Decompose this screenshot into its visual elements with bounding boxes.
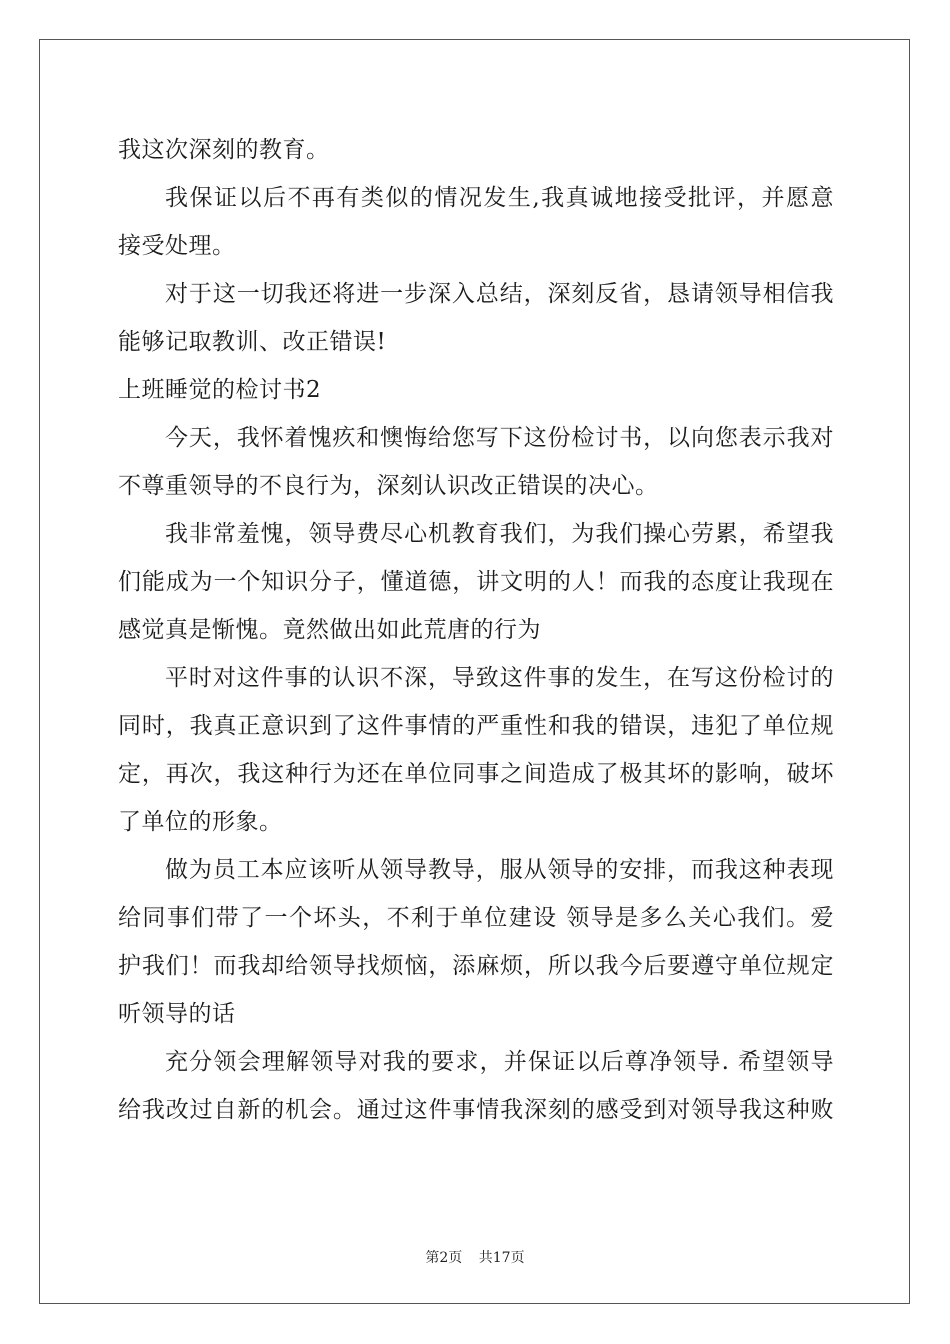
text-line: 听领导的话 xyxy=(118,1001,236,1027)
text-line: 定，再次，我这种行为还在单位同事之间造成了极其坏的影响，破坏 xyxy=(118,761,834,787)
text-line: 充分领会理解领导对我的要求，并保证以后尊净领导. 希望领导 xyxy=(165,1049,834,1075)
page-number: 第2页 xyxy=(425,1250,463,1266)
text-line: 对于这一切我还将进一步深入总结，深刻反省，恳请领导相信我 xyxy=(165,281,834,307)
text-line: 我非常羞愧，领导费尽心机教育我们，为我们操心劳累，希望我 xyxy=(165,521,834,547)
document-body xyxy=(118,126,834,1134)
text-line: 护我们！而我却给领导找烦恼，添麻烦，所以我今后要遵守单位规定 xyxy=(118,953,834,979)
text-line: 们能成为一个知识分子，懂道德，讲文明的人！而我的态度让我现在 xyxy=(118,569,834,595)
text-line: 给同事们带了一个坏头，不利于单位建设 领导是多么关心我们。爱 xyxy=(118,905,834,931)
section-heading: 上班睡觉的检讨书2 xyxy=(118,377,322,403)
text-line: 能够记取教训、改正错误! xyxy=(118,329,387,355)
text-line: 我保证以后不再有类似的情况发生,我真诚地接受批评，并愿意 xyxy=(165,185,834,211)
text-line: 感觉真是惭愧。竟然做出如此荒唐的行为 xyxy=(118,617,541,643)
text-line: 做为员工本应该听从领导教导，服从领导的安排，而我这种表现 xyxy=(165,857,834,883)
text-line: 我这次深刻的教育。 xyxy=(118,137,330,163)
text-line: 不尊重领导的不良行为，深刻认识改正错误的决心。 xyxy=(118,473,659,499)
text-line: 了单位的形象。 xyxy=(118,809,283,835)
text-line: 同时，我真正意识到了这件事情的严重性和我的错误，违犯了单位规 xyxy=(118,713,834,739)
text-line: 今天，我怀着愧疚和懊悔给您写下这份检讨书，以向您表示我对 xyxy=(165,425,834,451)
page-footer xyxy=(0,1247,950,1267)
text-line: 接受处理。 xyxy=(118,233,236,259)
text-line: 平时对这件事的认识不深，导致这件事的发生，在写这份检讨的 xyxy=(165,665,834,691)
page-total: 共17页 xyxy=(478,1250,525,1266)
text-line: 给我改过自新的机会。通过这件事情我深刻的感受到对领导我这种败 xyxy=(118,1097,834,1123)
